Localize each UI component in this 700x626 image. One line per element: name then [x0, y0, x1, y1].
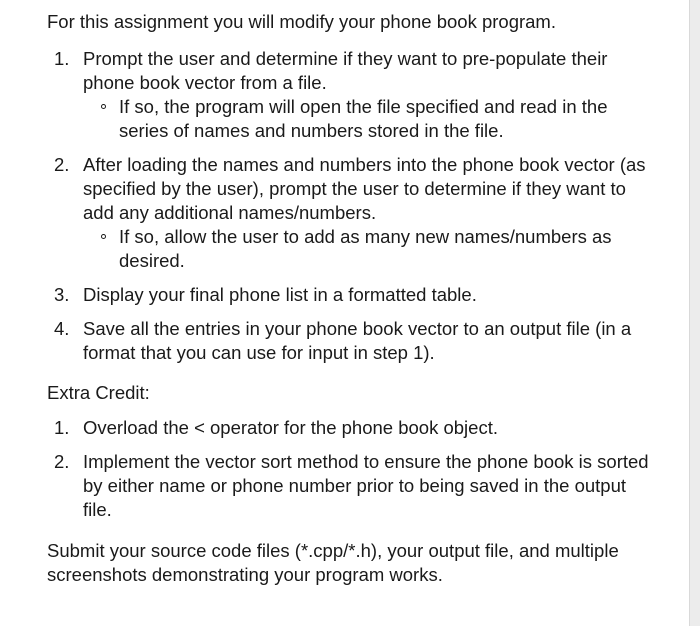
hollow-bullet-icon: [101, 104, 106, 109]
step-text: After loading the names and numbers into the phone book vector (as specified by the user), prompt the user to determine if they want to add any additional names/numbers.: [83, 154, 646, 223]
step-item: [47, 317, 657, 365]
right-edge-divider: [689, 0, 700, 626]
submission-paragraph: Submit your source code files (*.cpp/*.h), your output file, and multiple screenshots demonstrating your program works.: [47, 540, 619, 585]
extra-credit-heading: Extra Credit:: [47, 382, 150, 403]
step-text: Save all the entries in your phone book vector to an output file (in a format that you can use for input in step 1).: [83, 318, 632, 363]
step-number: 4.: [54, 318, 70, 339]
extra-credit-item: [47, 450, 657, 522]
sub-item-text: If so, the program will open the file specified and read in the series of names and numbers stored in the file.: [119, 96, 608, 141]
extra-credit-text: Implement the vector sort method to ensure the phone book is sorted by either name or phone number prior to being saved in the output file.: [83, 451, 649, 520]
step-text: Display your final phone list in a formatted table.: [83, 284, 477, 305]
sub-item: [83, 225, 657, 273]
step-item: [47, 153, 657, 273]
extra-credit-number: 1.: [54, 417, 70, 438]
step-item: [47, 47, 657, 143]
extra-credit-number: 2.: [54, 451, 70, 472]
extra-credit-list: [47, 416, 657, 522]
extra-credit-item: [47, 416, 657, 440]
step-text: Prompt the user and determine if they want to pre-populate their phone book vector from a file.: [83, 48, 608, 93]
step-number: 2.: [54, 154, 70, 175]
assignment-text: [47, 10, 657, 587]
step-number: 1.: [54, 48, 70, 69]
steps-list: [47, 47, 657, 365]
hollow-bullet-icon: [101, 234, 106, 239]
sub-list: [83, 95, 657, 143]
step-number: 3.: [54, 284, 70, 305]
sub-item-text: If so, allow the user to add as many new names/numbers as desired.: [119, 226, 612, 271]
extra-credit-text: Overload the < operator for the phone book object.: [83, 417, 498, 438]
intro-paragraph: For this assignment you will modify your phone book program.: [47, 11, 556, 32]
step-item: [47, 283, 657, 307]
sub-list: [83, 225, 657, 273]
sub-item: [83, 95, 657, 143]
